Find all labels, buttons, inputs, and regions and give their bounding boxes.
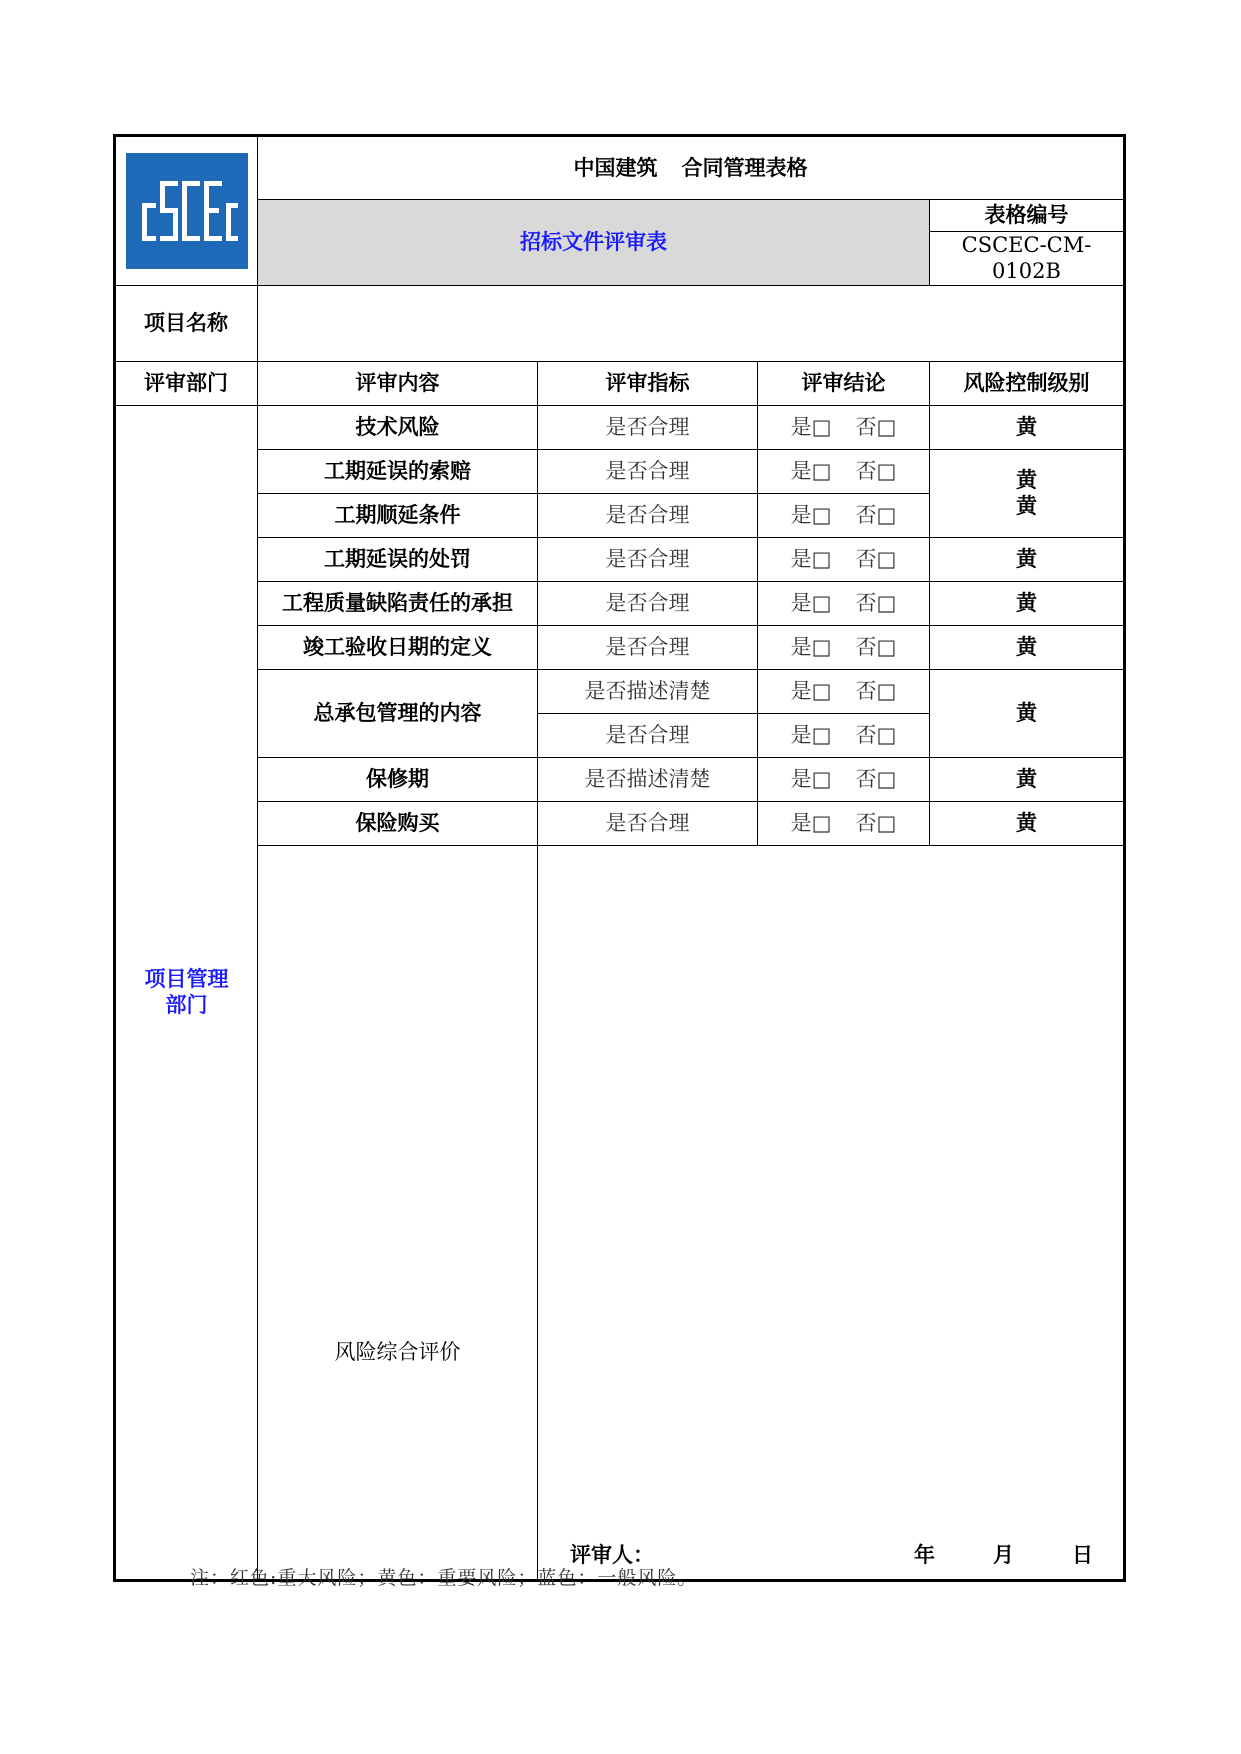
risk-level: 黄 黄 bbox=[930, 449, 1125, 537]
review-indicator: 是否合理 bbox=[538, 581, 758, 625]
no-checkbox[interactable]: 否□ bbox=[855, 458, 897, 483]
reviewer-label: 评审人： bbox=[570, 1543, 654, 1568]
conclusion-checkboxes[interactable] bbox=[758, 537, 930, 581]
col-conclusion-header: 评审结论 bbox=[758, 361, 930, 405]
no-checkbox[interactable]: 否□ bbox=[855, 590, 897, 615]
risk-level: 黄 bbox=[930, 537, 1125, 581]
no-checkbox[interactable]: 否□ bbox=[855, 722, 897, 747]
project-name-field[interactable] bbox=[258, 285, 1125, 361]
overall-evaluation-field[interactable] bbox=[538, 845, 1125, 1580]
yes-checkbox[interactable]: 是□ bbox=[790, 766, 832, 791]
no-checkbox[interactable]: 否□ bbox=[855, 502, 897, 527]
form-code-value: CSCEC-CM-0102B bbox=[930, 232, 1125, 286]
year-label: 年 bbox=[914, 1543, 935, 1568]
document-title: 招标文件评审表 bbox=[258, 200, 930, 286]
review-item: 工期延误的处罚 bbox=[258, 537, 538, 581]
conclusion-checkboxes[interactable] bbox=[758, 713, 930, 757]
date-fields bbox=[856, 1542, 1093, 1568]
conclusion-checkboxes[interactable] bbox=[758, 625, 930, 669]
conclusion-checkboxes[interactable] bbox=[758, 801, 930, 845]
yes-checkbox[interactable]: 是□ bbox=[790, 546, 832, 571]
risk-level: 黄 bbox=[930, 669, 1125, 757]
cscec-logo bbox=[126, 153, 248, 269]
conclusion-checkboxes[interactable] bbox=[758, 581, 930, 625]
review-item: 工期顺延条件 bbox=[258, 493, 538, 537]
review-item: 保修期 bbox=[258, 757, 538, 801]
risk-level: 黄 bbox=[930, 581, 1125, 625]
no-checkbox[interactable]: 否□ bbox=[855, 810, 897, 835]
yes-checkbox[interactable]: 是□ bbox=[790, 414, 832, 439]
yes-checkbox[interactable]: 是□ bbox=[790, 458, 832, 483]
yes-checkbox[interactable]: 是□ bbox=[790, 502, 832, 527]
overall-evaluation-label: 风险综合评价 bbox=[258, 845, 538, 1580]
review-item: 工期延误的索赔 bbox=[258, 449, 538, 493]
risk-level: 黄 bbox=[930, 625, 1125, 669]
no-checkbox[interactable]: 否□ bbox=[855, 766, 897, 791]
review-item: 技术风险 bbox=[258, 405, 538, 449]
review-department: 项目管理部门 bbox=[115, 405, 258, 1580]
review-item: 工程质量缺陷责任的承担 bbox=[258, 581, 538, 625]
conclusion-checkboxes[interactable] bbox=[758, 405, 930, 449]
conclusion-checkboxes[interactable] bbox=[758, 449, 930, 493]
col-indicator-header: 评审指标 bbox=[538, 361, 758, 405]
yes-checkbox[interactable]: 是□ bbox=[790, 678, 832, 703]
yes-checkbox[interactable]: 是□ bbox=[790, 810, 832, 835]
conclusion-checkboxes[interactable] bbox=[758, 669, 930, 713]
yes-checkbox[interactable]: 是□ bbox=[790, 634, 832, 659]
no-checkbox[interactable]: 否□ bbox=[855, 546, 897, 571]
day-label: 日 bbox=[1072, 1543, 1093, 1568]
risk-level: 黄 bbox=[930, 757, 1125, 801]
risk-level: 黄 bbox=[930, 405, 1125, 449]
yes-checkbox[interactable]: 是□ bbox=[790, 722, 832, 747]
review-indicator: 是否合理 bbox=[538, 449, 758, 493]
review-indicator: 是否合理 bbox=[538, 537, 758, 581]
col-risk-header: 风险控制级别 bbox=[930, 361, 1125, 405]
conclusion-checkboxes[interactable] bbox=[758, 493, 930, 537]
risk-color-note: 注：红色:重大风险；黄色：重要风险；蓝色：一般风险。 bbox=[190, 1567, 698, 1589]
yes-checkbox[interactable]: 是□ bbox=[790, 590, 832, 615]
risk-level: 黄 bbox=[930, 801, 1125, 845]
header-org-title bbox=[258, 136, 1125, 200]
conclusion-checkboxes[interactable] bbox=[758, 757, 930, 801]
review-indicator: 是否合理 bbox=[538, 801, 758, 845]
form-type: 合同管理表格 bbox=[681, 155, 808, 180]
review-indicator: 是否合理 bbox=[538, 405, 758, 449]
logo-cell bbox=[115, 136, 258, 286]
project-name-label: 项目名称 bbox=[115, 285, 258, 361]
no-checkbox[interactable]: 否□ bbox=[855, 678, 897, 703]
review-indicator: 是否描述清楚 bbox=[538, 757, 758, 801]
review-form-table bbox=[113, 134, 1126, 1582]
review-item: 保险购买 bbox=[258, 801, 538, 845]
form-code-label: 表格编号 bbox=[930, 200, 1125, 232]
month-label: 月 bbox=[993, 1543, 1014, 1568]
review-indicator: 是否合理 bbox=[538, 493, 758, 537]
no-checkbox[interactable]: 否□ bbox=[855, 634, 897, 659]
col-content-header: 评审内容 bbox=[258, 361, 538, 405]
col-dept-header: 评审部门 bbox=[115, 361, 258, 405]
review-indicator: 是否合理 bbox=[538, 625, 758, 669]
review-indicator: 是否合理 bbox=[538, 713, 758, 757]
org-name: 中国建筑 bbox=[573, 155, 658, 180]
review-item: 竣工验收日期的定义 bbox=[258, 625, 538, 669]
review-indicator: 是否描述清楚 bbox=[538, 669, 758, 713]
no-checkbox[interactable]: 否□ bbox=[855, 414, 897, 439]
review-item: 总承包管理的内容 bbox=[258, 669, 538, 757]
